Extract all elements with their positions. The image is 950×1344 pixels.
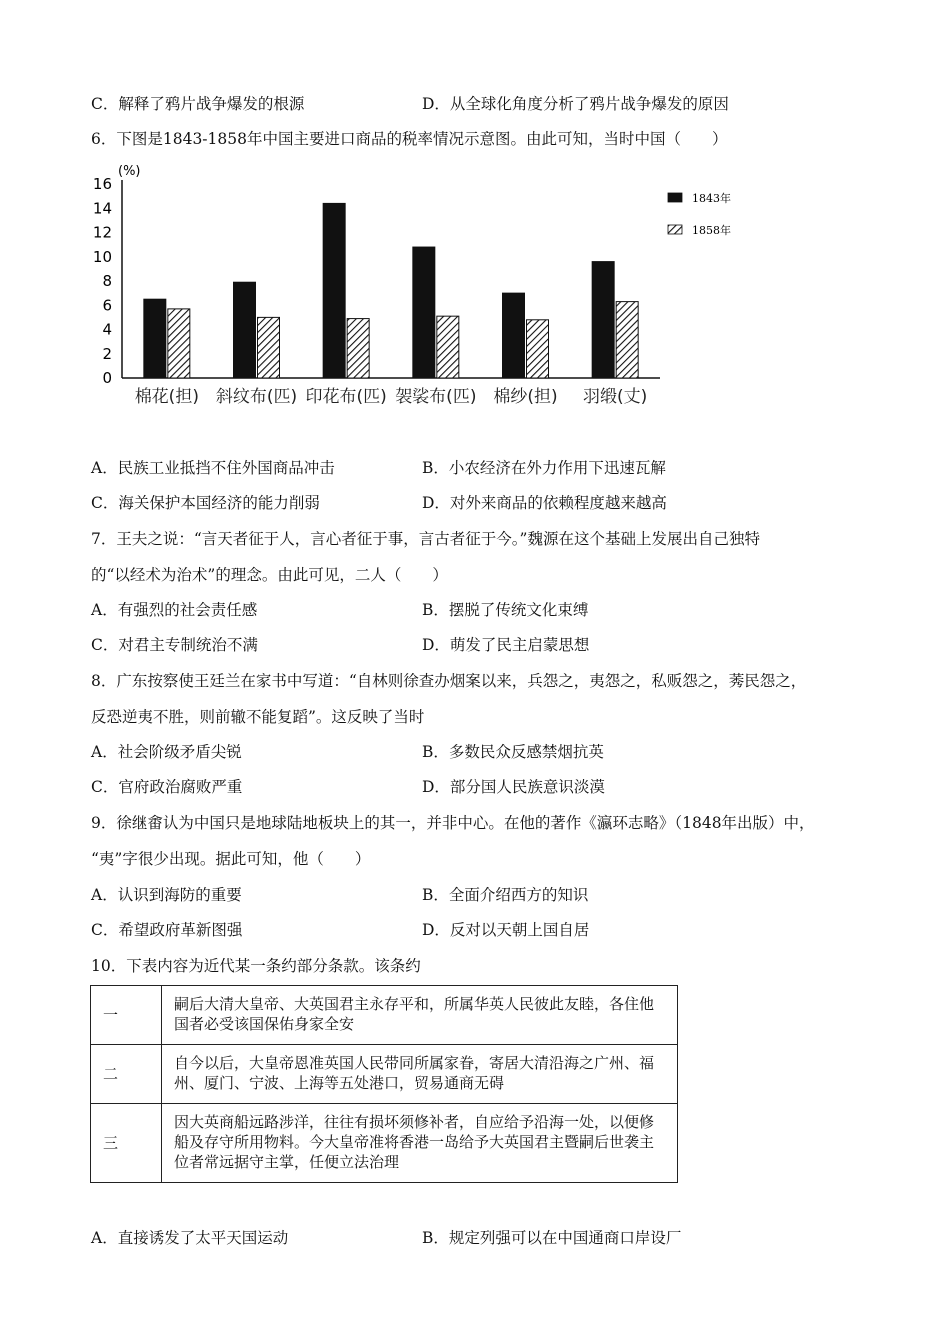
x-tick-label: 印花布(匹) xyxy=(305,387,387,407)
q8-option-c: C．官府政治腐败严重 xyxy=(91,778,243,796)
x-tick-label: 棉纱(担) xyxy=(493,387,558,407)
q6-option-c: C．海关保护本国经济的能力削弱 xyxy=(91,494,320,512)
q10-stem: 10．下表内容为近代某一条约部分条款。该条约 xyxy=(91,957,421,975)
q8-stem-line1: 8．广东按察使王廷兰在家书中写道：“自林则徐查办烟案以来，兵怨之，夷怨之，私贩怨之，莠民怨之， xyxy=(91,672,807,690)
clause-text: 因大英商船远路涉洋，往往有损坏须修补者，自应给予沿海一处，以便修船及存守所用物料。今大皇帝准将香港一岛给予大英国君主暨嗣后世袭主位者常远据守主掌，任便立法治理 xyxy=(162,1104,678,1183)
clause-text: 嗣后大清大皇帝、大英国君主永存平和，所属华英人民彼此友睦，各住他国者必受该国保佑身家全安 xyxy=(162,986,678,1045)
q6-option-b: B．小农经济在外力作用下迅速瓦解 xyxy=(422,459,666,477)
q10-option-b: B．规定列强可以在中国通商口岸设厂 xyxy=(422,1229,682,1247)
treaty-clause-table xyxy=(90,985,678,1183)
x-tick-label: 羽缎(丈) xyxy=(583,387,648,407)
q7-stem-line1: 7．王夫之说：“言天者征于人，言心者征于事，言古者征于今。”魏源在这个基础上发展出自己独特 xyxy=(91,530,760,548)
bar-1858 xyxy=(168,309,190,378)
q10-option-a: A．直接诱发了太平天国运动 xyxy=(91,1229,289,1247)
clause-text: 自今以后，大皇帝恩准英国人民带同所属家眷，寄居大清沿海之广州、福州、厦门、宁波、上海等五处港口，贸易通商无碍 xyxy=(162,1045,678,1104)
bar-1858 xyxy=(347,319,369,378)
y-axis-label: (%) xyxy=(118,164,141,179)
q9-stem-line2: “夷”字很少出现。据此可知，他（ ） xyxy=(91,850,371,868)
q5-option-c: C．解释了鸦片战争爆发的根源 xyxy=(91,95,305,113)
q8-option-b: B．多数民众反感禁烟抗英 xyxy=(422,743,604,761)
y-tick-label: 8 xyxy=(102,272,112,290)
q9-option-d: D．反对以天朝上国自居 xyxy=(422,921,590,939)
bar-1843 xyxy=(503,293,525,378)
q5-option-d: D．从全球化角度分析了鸦片战争爆发的原因 xyxy=(422,95,729,113)
x-tick-label: 棉花(担) xyxy=(134,387,199,407)
legend-label: 1843年 xyxy=(692,192,731,205)
q7-option-a: A．有强烈的社会责任感 xyxy=(91,601,258,619)
bar-1843 xyxy=(413,247,435,378)
q8-option-a: A．社会阶级矛盾尖锐 xyxy=(91,743,242,761)
legend-swatch xyxy=(668,225,682,234)
bar-1858 xyxy=(616,302,638,378)
table-row xyxy=(91,1104,678,1183)
y-tick-label: 4 xyxy=(102,320,112,339)
clause-number: 一 xyxy=(91,986,162,1045)
y-tick-label: 6 xyxy=(102,296,112,315)
q7-option-d: D．萌发了民主启蒙思想 xyxy=(422,636,590,654)
y-tick-label: 14 xyxy=(92,199,112,218)
table-row xyxy=(91,986,678,1045)
clause-number: 二 xyxy=(91,1045,162,1104)
q7-stem-line2: 的“以经术为治术”的理念。由此可见，二人（ ） xyxy=(91,566,448,584)
q6-option-d: D．对外来商品的依赖程度越来越高 xyxy=(422,494,667,512)
q7-option-c: C．对君主专制统治不满 xyxy=(91,636,258,654)
table-row xyxy=(91,1045,678,1104)
legend-swatch xyxy=(668,193,682,202)
bar-1858 xyxy=(437,316,459,378)
y-tick-label: 10 xyxy=(92,247,112,266)
bar-1858 xyxy=(527,320,549,378)
q9-option-a: A．认识到海防的重要 xyxy=(91,886,242,904)
bar-1843 xyxy=(323,203,345,378)
bar-1858 xyxy=(258,317,280,378)
q8-stem-line2: 反恐逆夷不胜，则前辙不能复蹈”。这反映了当时 xyxy=(91,708,425,726)
bar-1843 xyxy=(234,282,256,378)
y-tick-label: 12 xyxy=(92,223,112,242)
x-tick-label: 袈裟布(匹) xyxy=(395,387,477,407)
y-tick-label: 16 xyxy=(92,175,112,193)
q8-option-d: D．部分国人民族意识淡漠 xyxy=(422,778,605,796)
legend-label: 1858年 xyxy=(692,224,731,237)
q7-option-b: B．摆脱了传统文化束缚 xyxy=(422,601,589,619)
bar-1843 xyxy=(592,262,614,378)
q9-stem-line1: 9．徐继畬认为中国只是地球陆地板块上的其一，并非中心。在他的著作《瀛环志略》（1848年出版）中， xyxy=(91,814,815,832)
y-tick-label: 2 xyxy=(102,344,112,363)
x-tick-label: 斜纹布(匹) xyxy=(215,387,298,407)
q6-option-a: A．民族工业抵挡不住外国商品冲击 xyxy=(91,459,335,477)
clause-number: 三 xyxy=(91,1104,162,1183)
bar-1843 xyxy=(144,299,166,378)
q9-option-c: C．希望政府革新图强 xyxy=(91,921,243,939)
tax-rate-bar-chart xyxy=(90,160,731,410)
q9-option-b: B．全面介绍西方的知识 xyxy=(422,886,589,904)
y-tick-label: 0 xyxy=(102,369,112,387)
q6-stem: 6．下图是1843-1858年中国主要进口商品的税率情况示意图。由此可知，当时中国（ ） xyxy=(91,130,728,148)
